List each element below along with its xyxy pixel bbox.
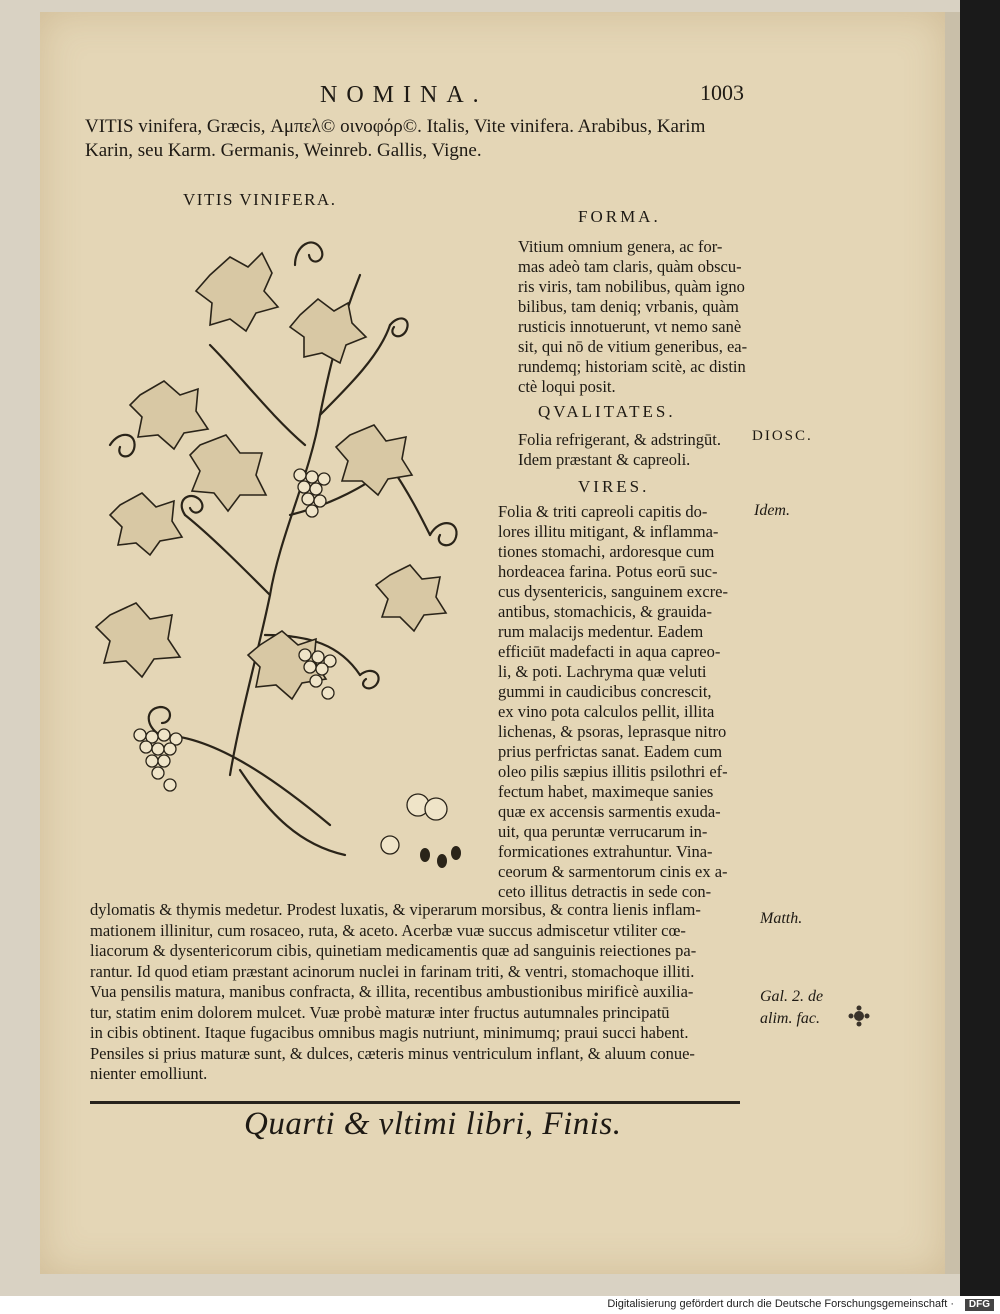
text-line: formicationes extrahuntur. Vina-	[498, 842, 713, 861]
margin-note-idem: Idem.	[754, 502, 790, 519]
text-line: Vua pensilis matura, manibus confracta, & illita, recentibus ambustionibus mirificè auxilia-	[90, 982, 694, 1001]
nomina-line-1: VITIS vinifera, Græcis, Αμπελ© οινοφόρ©. Italis, Vite vinifera. Arabibus, Karim	[85, 116, 706, 137]
page-number: 1003	[700, 80, 744, 105]
text-line: prius perfrictas sanat. Eadem cum	[498, 742, 723, 761]
text-line: rantur. Id quod etiam præstant acinorum nuclei in farinam triti, & ventri, stomachoque illiti.	[90, 961, 695, 981]
text-line: sit, qui nō de vitium generibus, ea-	[518, 337, 748, 356]
text-line: quæ ex accensis sarmentis exuda-	[498, 802, 721, 821]
text-line: ceto illitus detractis in sede con-	[498, 882, 712, 901]
text-line: oleo pilis sæpius illitis psilothri ef-	[498, 762, 728, 781]
margin-note-gal-1: Gal. 2. de	[760, 988, 824, 1005]
divider-rule	[90, 1101, 740, 1104]
margin-note-gal-2: alim. fac.	[760, 1010, 820, 1027]
text-line: ceorum & sarmentorum cinis ex a-	[498, 862, 728, 881]
text-line: Folia & triti capreoli capitis do-	[498, 502, 708, 521]
text-line: Folia refrigerant, & adstringūt.	[518, 430, 721, 449]
text-line: ex vino pota calculos pellit, illita	[498, 702, 715, 721]
forma-heading: FORMA.	[578, 207, 661, 226]
qualitates-heading: QVALITATES.	[538, 402, 676, 421]
text-line: li, & poti. Lachryma quæ veluti	[498, 662, 707, 681]
funding-notice: Digitalisierung gefördert durch die Deutsche Forschungsgemeinschaft ·	[607, 1298, 954, 1310]
book-spine	[960, 0, 1000, 1296]
dfg-logo: DFG	[965, 1299, 994, 1311]
text-line: fectum habet, maximeque sanies	[498, 782, 714, 801]
nomina-line-2: Karin, seu Karm. Germanis, Weinreb. Gallis, Vigne.	[85, 140, 482, 161]
text-line: ctè loqui posit.	[518, 377, 616, 396]
text-line: dylomatis & thymis medetur. Prodest luxatis, & viperarum morsibus, & contra lienis inflam-	[90, 900, 701, 919]
text-line: mationem illinitur, cum rosaceo, ruta, & aceto. Acerbæ vuæ succus admiscetur vtiliter cœ-	[90, 920, 686, 940]
text-line: nienter emolliunt.	[90, 1064, 208, 1083]
text-line: in cibis obtinent. Itaque fugacibus omnibus magis nutriunt, minimumq; praui succi habent.	[90, 1023, 689, 1042]
text-line: tur, statim enim dolorem mulcet. Vuæ probè maturæ inter fructus autumnales principatū	[90, 1002, 670, 1022]
figure-caption: VITIS VINIFERA.	[183, 190, 337, 209]
margin-note-diosc: DIOSC.	[752, 428, 813, 444]
text-line: Idem præstant & capreoli.	[518, 450, 691, 469]
text-line: rum malacijs medentur. Eadem	[498, 622, 704, 641]
page-title: NOMINA.	[320, 82, 488, 108]
text-line: ris viris, tam nobilibus, quàm igno	[518, 277, 745, 296]
text-line: Vitium omnium genera, ac for-	[518, 237, 723, 256]
text-line: gummi in caudicibus concrescit,	[498, 682, 712, 701]
text-line: lores illitu mitigant, & inflamma-	[498, 522, 719, 541]
text-line: rusticis innotuerunt, vt nemo sanè	[518, 317, 742, 336]
text-line: lichenas, & psoras, leprasque nitro	[498, 722, 727, 741]
grapevine-woodcut-illustration	[90, 215, 485, 885]
text-line: bilibus, tam deniq; vrbanis, quàm	[518, 297, 739, 316]
text-line: rundemq; historiam scitè, ac distin	[518, 357, 746, 376]
text-line: efficiūt madefacti in aqua capreo-	[498, 642, 721, 661]
text-line: uit, qua peruntæ verrucarum in-	[498, 822, 708, 841]
text-line: tiones stomachi, ardoresque cum	[498, 542, 715, 561]
margin-note-matth: Matth.	[760, 910, 803, 927]
text-line: Pensiles si prius maturæ sunt, & dulces, cæteris minus ventriculum inflant, & aluum conue-	[90, 1043, 695, 1063]
text-line: mas adeò tam claris, quàm obscu-	[518, 257, 742, 276]
printer-ornament-icon	[848, 1005, 870, 1027]
vires-heading: VIRES.	[578, 477, 650, 496]
text-line: cus dysentericis, sanguinem excre-	[498, 582, 729, 601]
text-line: liacorum & dysentericorum cibis, quinetiam medicamentis quæ ad sanguinis reiectiones pa-	[90, 941, 697, 960]
finis-line: Quarti & vltimi libri, Finis.	[244, 1106, 622, 1142]
text-line: antibus, stomachicis, & grauida-	[498, 602, 712, 621]
text-line: hordeacea farina. Potus eorū suc-	[498, 562, 718, 581]
